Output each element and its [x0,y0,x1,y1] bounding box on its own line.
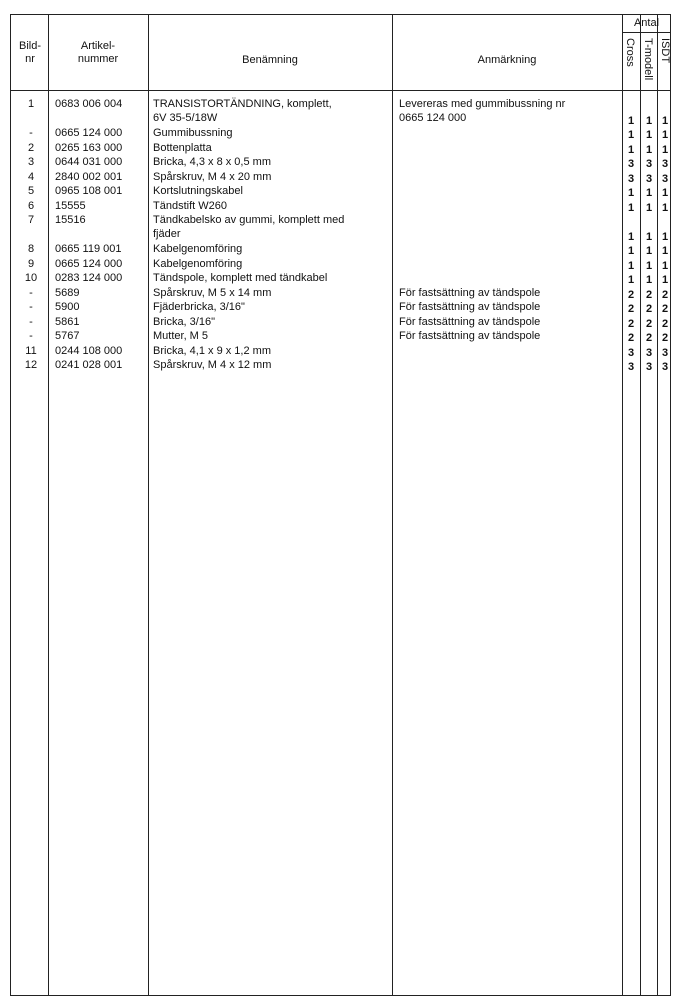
qty-isdt: 3 [661,172,669,185]
col-divider [148,14,149,996]
qty-isdt: 1 [661,245,669,257]
qty-cross: 2 [627,288,635,301]
bild-nr: - [29,301,33,313]
qty-cross: 1 [627,129,635,141]
qty-tmodell: 1 [645,129,653,141]
header-divider [10,90,671,91]
header-benamning: Benämning [242,54,298,66]
artikelnummer: 0283 124 000 [55,272,123,284]
qty-cross: 1 [627,114,635,127]
bild-nr: 4 [27,170,35,183]
benamning: Tändspole, komplett med tändkabel [153,272,328,284]
qty-tmodell: 3 [645,158,653,170]
anmarkning: För fastsättning av tändspole [399,315,541,328]
anmarkning: För fastsättning av tändspole [399,286,541,299]
qty-isdt: 1 [661,259,669,272]
benamning: Bricka, 3/16" [153,315,215,328]
benamning: Bricka, 4,3 x 8 x 0,5 mm [153,156,271,168]
artikelnummer: 5689 [55,286,80,299]
bild-nr: 6 [27,199,35,212]
qty-tmodell: 1 [645,187,653,199]
qty-tmodell: 2 [645,317,653,330]
qty-tmodell: 1 [645,259,653,272]
qty-isdt: 1 [661,230,669,243]
qty-tmodell: 1 [645,143,653,156]
col-divider [48,14,49,996]
benamning: Spårskruv, M 4 x 20 mm [153,170,272,183]
bild-nr: 1 [27,98,35,110]
qty-tmodell: 1 [645,230,653,243]
bild-nr: 11 [25,344,37,357]
artikelnummer: 0665 124 000 [55,257,123,270]
qty-isdt: 1 [661,129,669,141]
bild-nr: 3 [27,156,35,168]
qty-cross: 1 [627,259,635,272]
anmarkning: Levereras med gummibussning nr 0665 124 000 [399,98,566,124]
qty-cross: 2 [627,332,635,344]
artikelnummer: 0665 124 000 [55,127,123,139]
benamning: Kortslutningskabel [153,185,243,197]
qty-cross: 3 [627,172,635,185]
col-divider [392,14,393,996]
qty-isdt: 1 [661,274,669,286]
qty-tmodell: 2 [645,288,653,301]
antal-divider [622,32,671,33]
benamning: Bottenplatta [153,141,212,154]
bild-nr: 5 [27,185,35,197]
artikelnummer: 0965 108 001 [55,185,123,197]
header-tmodell: T-modell [642,38,654,81]
col-divider [640,14,641,996]
bild-nr: 7 [27,214,35,226]
qty-cross: 1 [627,245,635,257]
anmarkning: För fastsättning av tändspole [399,330,541,342]
artikelnummer: 0683 006 004 [55,98,123,110]
benamning: Gummibussning [153,127,233,139]
qty-tmodell: 2 [645,332,653,344]
qty-isdt: 1 [661,201,669,214]
header-artikelnummer: Artikel- nummer [77,40,119,65]
qty-isdt: 2 [661,288,669,301]
qty-cross: 1 [627,187,635,199]
benamning: Tändstift W260 [153,199,227,212]
benamning: Kabelgenomföring [153,257,243,270]
header-isdt: ISDT [659,38,671,64]
artikelnummer: 0244 108 000 [55,344,123,357]
artikelnummer: 2840 002 001 [55,170,123,183]
qty-tmodell: 3 [645,172,653,185]
bild-nr: 2 [27,141,35,154]
header-cross: Cross [624,38,636,67]
benamning: Mutter, M 5 [153,330,209,342]
artikelnummer: 5861 [55,315,80,328]
col-divider [622,14,623,996]
bild-nr: - [29,315,33,328]
qty-isdt: 1 [661,114,669,127]
qty-cross: 3 [627,346,635,359]
qty-cross: 1 [627,201,635,214]
qty-isdt: 3 [661,158,669,170]
qty-isdt: 1 [661,143,669,156]
qty-isdt: 1 [661,187,669,199]
qty-tmodell: 2 [645,303,653,315]
benamning: Bricka, 4,1 x 9 x 1,2 mm [153,344,271,357]
artikelnummer: 0241 028 001 [55,359,123,371]
qty-tmodell: 3 [645,346,653,359]
qty-isdt: 3 [661,361,669,373]
header-bild-nr: Bild- nr [18,40,41,65]
bild-nr: 9 [27,257,35,270]
bild-nr: - [29,330,33,342]
qty-cross: 3 [627,361,635,373]
bild-nr: 8 [27,243,35,255]
qty-isdt: 2 [661,317,669,330]
benamning: Spårskruv, M 4 x 12 mm [153,359,272,371]
qty-cross: 2 [627,317,635,330]
benamning: Tändkabelsko av gummi, komplett med fjäder [153,214,345,240]
bild-nr: - [29,127,33,139]
bild-nr: 10 [24,272,38,284]
qty-cross: 3 [627,158,635,170]
anmarkning: För fastsättning av tändspole [399,301,541,313]
qty-cross: 2 [627,303,635,315]
artikelnummer: 15555 [55,199,86,212]
benamning: TRANSISTORTÄNDNING, komplett, 6V 35-5/18W [153,98,332,124]
qty-tmodell: 1 [645,245,653,257]
qty-tmodell: 1 [645,114,653,127]
header-antal: Antal [633,17,660,29]
benamning: Spårskruv, M 5 x 14 mm [153,286,272,299]
qty-tmodell: 3 [645,361,653,373]
bild-nr: 12 [24,359,38,371]
artikelnummer: 5900 [55,301,80,313]
artikelnummer: 0265 163 000 [55,141,123,154]
qty-isdt: 2 [661,303,669,315]
benamning: Fjäderbricka, 3/16" [153,301,245,313]
qty-cross: 1 [627,274,635,286]
benamning: Kabelgenomföring [153,243,243,255]
qty-tmodell: 1 [645,274,653,286]
qty-cross: 1 [627,230,635,243]
qty-tmodell: 1 [645,201,653,214]
qty-isdt: 3 [661,346,669,359]
qty-isdt: 2 [661,332,669,344]
artikelnummer: 15516 [55,214,86,226]
artikelnummer: 0644 031 000 [55,156,123,168]
bild-nr: - [29,286,33,299]
artikelnummer: 0665 119 001 [55,243,122,255]
header-anmarkning: Anmärkning [477,54,537,66]
qty-cross: 1 [627,143,635,156]
artikelnummer: 5767 [55,330,80,342]
